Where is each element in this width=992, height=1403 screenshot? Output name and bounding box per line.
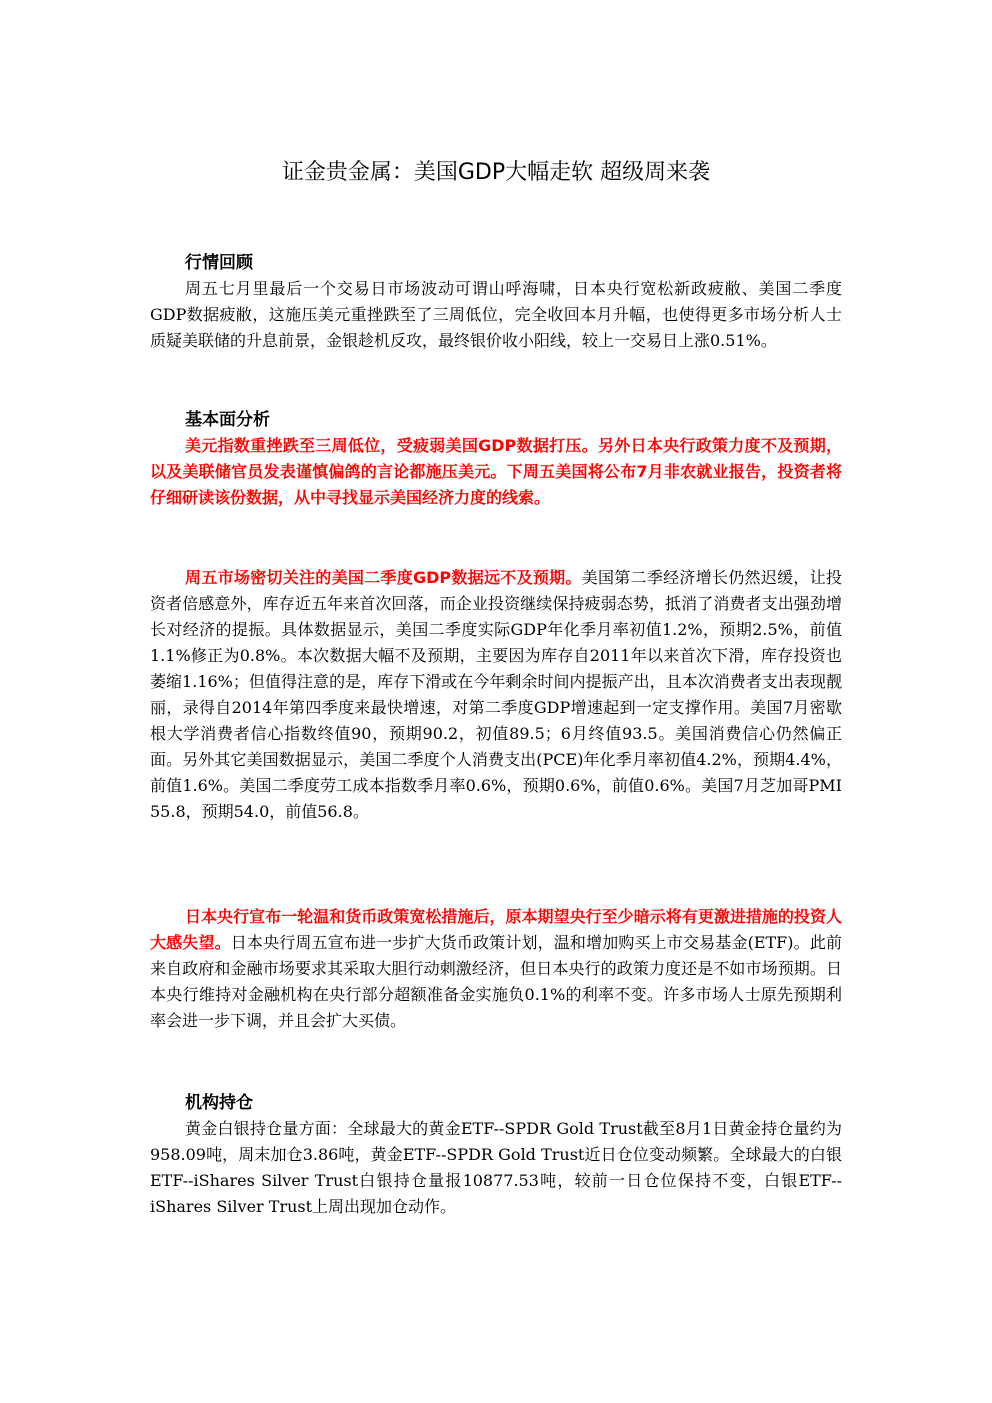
paragraph-holdings: 黄金白银持仓量方面：全球最大的黄金ETF--SPDR Gold Trust截至8月1日黄金持仓量约为958.09吨，周末加仓3.86吨，黄金ETF--SPDR Gold Trust近日仓位变动频繁。全球最大的白银ETF--iShares Silver Trust白银持仓量报10877.53吨，较前一日仓位保持不变，白银ETF--iShares Silver Trust上周出现加仓动作。 bbox=[150, 1119, 842, 1216]
heading-holdings: 机构持仓 bbox=[185, 1093, 253, 1113]
boj-body: 日本央行周五宣布进一步扩大货币政策计划，温和增加购买上市交易基金(ETF)。此前来自政府和金融市场要求其采取大胆行动刺激经济，但日本央行的政策力度还是不如市场预期。日本央行维持对金融机构在央行部分超额准备金实施负0.1%的利率不变。许多市场人士原先预期利率会进一步下调，并且会扩大买债。 bbox=[150, 933, 842, 1030]
paragraph-boj bbox=[150, 904, 842, 1034]
heading-market-review: 行情回顾 bbox=[185, 253, 253, 273]
us-gdp-highlight: 周五市场密切关注的美国二季度GDP数据远不及预期。 bbox=[185, 568, 582, 587]
paragraph-fundamental-highlight: 美元指数重挫跌至三周低位，受疲弱美国GDP数据打压。另外日本央行政策力度不及预期，以及美联储官员发表谨慎偏鸽的言论都施压美元。下周五美国将公布7月非农就业报告，投资者将仔细研读该份数据，从中寻找显示美国经济力度的线索。 bbox=[150, 436, 842, 507]
paragraph-market-review: 周五七月里最后一个交易日市场波动可谓山呼海啸，日本央行宽松新政疲敝、美国二季度GDP数据疲敝，这施压美元重挫跌至了三周低位，完全收回本月升幅，也使得更多市场分析人士质疑美联储的升息前景，金银趁机反攻，最终银价收小阳线，较上一交易日上涨0.51%。 bbox=[150, 279, 842, 350]
boj-highlight: 日本央行宣布一轮温和货币政策宽松措施后，原本期望央行至少暗示将有更激进措施的投资人大感失望。 bbox=[150, 907, 842, 952]
us-gdp-body: 美国第二季经济增长仍然迟缓，让投资者倍感意外，库存近五年来首次回落，而企业投资继续保持疲弱态势，抵消了消费者支出强劲增长对经济的提振。具体数据显示，美国二季度实际GDP年化季月率初值1.2%，预期2.5%，前值1.1%修正为0.8%。本次数据大幅不及预期，主要因为库存自2011年以来首次下滑，库存投资也萎缩1.16%；但值得注意的是，库存下滑或在今年剩余时间内提振产出，且本次消费者支出表现靓丽，录得自2014年第四季度来最快增速，对第二季度GDP增速起到一定支撑作用。美国7月密歇根大学消费者信心指数终值90，预期90.2，初值89.5；6月终值93.5。美国消费信心仍然偏正面。另外其它美国数据显示，美国二季度个人消费支出(PCE)年化季月率初值4.2%，预期4.4%，前值1.6%。美国二季度劳工成本指数季月率0.6%，预期0.6%，前值0.6%。美国7月芝加哥PMI 55.8，预期54.0，前值56.8。 bbox=[150, 568, 842, 821]
page-title: 证金贵金属：美国GDP大幅走软 超级周来袭 bbox=[281, 160, 711, 185]
paragraph-us-gdp bbox=[150, 565, 842, 825]
heading-fundamental: 基本面分析 bbox=[185, 410, 270, 430]
